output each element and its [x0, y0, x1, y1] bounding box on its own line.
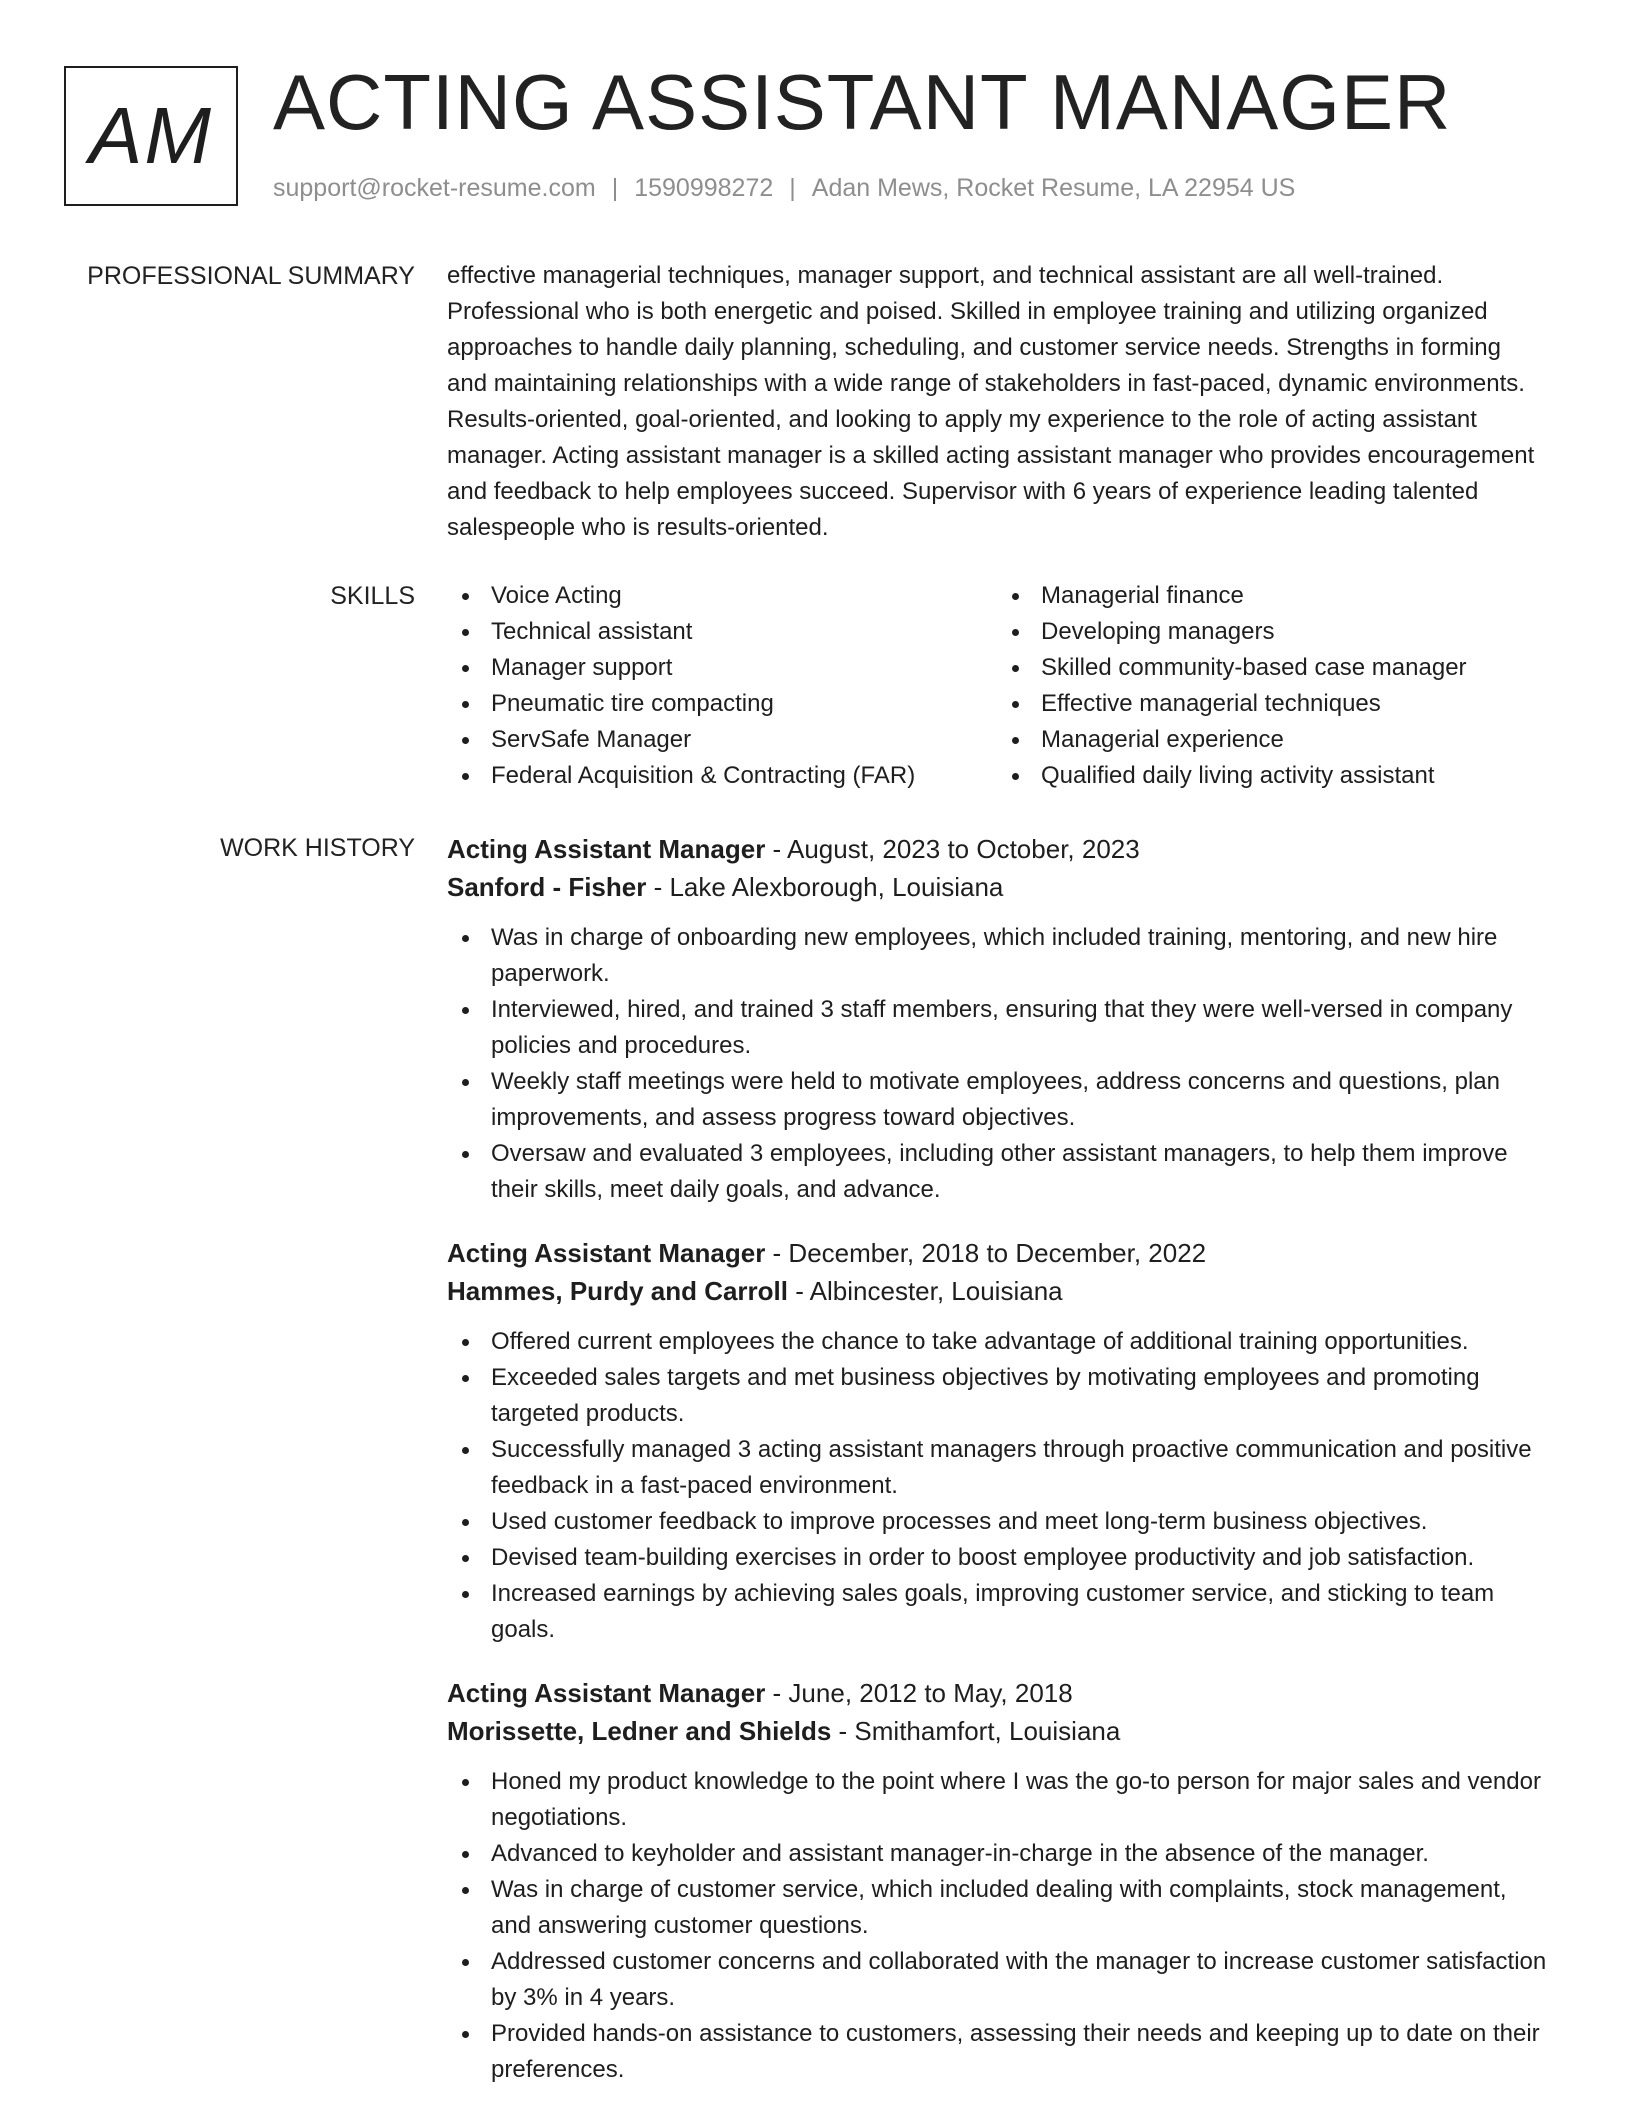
duty-item: Interviewed, hired, and trained 3 staff members, ensuring that they were well-versed in company policies and procedures.	[447, 992, 1547, 1064]
duty-item: Was in charge of customer service, which included dealing with complaints, stock management, and answering customer questions.	[447, 1872, 1547, 1944]
job-dates: - June, 2012 to May, 2018	[765, 1678, 1073, 1708]
job-company: Morissette, Ledner and Shields	[447, 1716, 832, 1746]
skill-item: Voice Acting	[447, 578, 997, 614]
job-dates: - August, 2023 to October, 2023	[765, 834, 1140, 864]
job-location: - Smithamfort, Louisiana	[831, 1716, 1121, 1746]
duty-item: Was in charge of onboarding new employees, which included training, mentoring, and new hire paperwork.	[447, 920, 1547, 992]
contact-separator: |	[789, 174, 796, 202]
skill-item: Qualified daily living activity assistant	[997, 758, 1547, 794]
contact-address: Adan Mews, Rocket Resume, LA 22954 US	[811, 174, 1296, 202]
skills-left-column	[447, 578, 997, 794]
work-body	[447, 830, 1547, 2114]
job-title: Acting Assistant Manager	[447, 834, 766, 864]
job-company-line	[447, 868, 1547, 906]
job-dates: - December, 2018 to December, 2022	[765, 1238, 1207, 1268]
skills-body	[447, 578, 1547, 794]
duty-item: Advanced to keyholder and assistant manager-in-charge in the absence of the manager.	[447, 1836, 1547, 1872]
skill-item: Managerial finance	[997, 578, 1547, 614]
job-duties-list	[447, 1764, 1547, 2088]
job-title: Acting Assistant Manager	[447, 1238, 766, 1268]
duty-item: Successfully managed 3 acting assistant managers through proactive communication and positive feedback in a fast-paced environment.	[447, 1432, 1547, 1504]
contact-phone: 1590998272	[634, 174, 774, 202]
contact-line	[273, 174, 1295, 203]
skills-right-column	[997, 578, 1547, 794]
skill-item: Technical assistant	[447, 614, 997, 650]
duty-item: Offered current employees the chance to take advantage of additional training opportunities.	[447, 1324, 1547, 1360]
skills-label: SKILLS	[330, 582, 415, 610]
skill-item: ServSafe Manager	[447, 722, 997, 758]
duty-item: Used customer feedback to improve processes and meet long-term business objectives.	[447, 1504, 1547, 1540]
monogram-box	[64, 66, 238, 206]
contact-email: support@rocket-resume.com	[273, 174, 596, 202]
summary-text: effective managerial techniques, manager support, and technical assistant are all well-trained. Professional who is both energetic and poised. Skilled in employee training and utilizing organized approaches to handle daily planning, scheduling, and customer service needs. Strengths in forming and maintaining relationships with a wide range of stakeholders in fast-paced, dynamic environments. Results-oriented, goal-oriented, and looking to apply my experience to the role of acting assistant manager. Acting assistant manager is a skilled acting assistant manager who provides encouragement and feedback to help employees succeed. Supervisor with 6 years of experience leading talented salespeople who is results-oriented.	[447, 262, 1535, 541]
work-label: WORK HISTORY	[220, 834, 415, 862]
job-duties-list	[447, 1324, 1547, 1648]
duty-item: Increased earnings by achieving sales goals, improving customer service, and sticking to team goals.	[447, 1576, 1547, 1648]
job-title-line	[447, 1674, 1547, 1712]
job-title-line	[447, 830, 1547, 868]
duty-item: Exceeded sales targets and met business objectives by motivating employees and promoting targeted products.	[447, 1360, 1547, 1432]
job-title-line	[447, 1234, 1547, 1272]
skill-item: Developing managers	[997, 614, 1547, 650]
job-company-line	[447, 1272, 1547, 1310]
skill-item: Manager support	[447, 650, 997, 686]
job-entry	[447, 830, 1547, 1208]
summary-label: PROFESSIONAL SUMMARY	[87, 262, 415, 290]
job-company-line	[447, 1712, 1547, 1750]
job-entry	[447, 1234, 1547, 1648]
skill-item: Skilled community-based case manager	[997, 650, 1547, 686]
job-location: - Lake Alexborough, Louisiana	[646, 872, 1004, 902]
job-title: Acting Assistant Manager	[447, 1678, 766, 1708]
duty-item: Devised team-building exercises in order to boost employee productivity and job satisfaction.	[447, 1540, 1547, 1576]
monogram-initials: AM	[89, 91, 213, 180]
resume-name: ACTING ASSISTANT MANAGER	[273, 58, 1452, 146]
duty-item: Addressed customer concerns and collaborated with the manager to increase customer satisfaction by 3% in 4 years.	[447, 1944, 1547, 2016]
skill-item: Managerial experience	[997, 722, 1547, 758]
skill-item: Federal Acquisition & Contracting (FAR)	[447, 758, 997, 794]
summary-body	[447, 258, 1547, 546]
skill-item: Pneumatic tire compacting	[447, 686, 997, 722]
duty-item: Weekly staff meetings were held to motivate employees, address concerns and questions, plan improvements, and assess progress toward objectives.	[447, 1064, 1547, 1136]
job-company: Sanford - Fisher	[447, 872, 647, 902]
job-location: - Albincester, Louisiana	[788, 1276, 1063, 1306]
job-company: Hammes, Purdy and Carroll	[447, 1276, 788, 1306]
duty-item: Provided hands-on assistance to customers, assessing their needs and keeping up to date on their preferences.	[447, 2016, 1547, 2088]
job-duties-list	[447, 920, 1547, 1208]
duty-item: Honed my product knowledge to the point where I was the go-to person for major sales and vendor negotiations.	[447, 1764, 1547, 1836]
contact-separator: |	[611, 174, 619, 202]
duty-item: Oversaw and evaluated 3 employees, including other assistant managers, to help them improve their skills, meet daily goals, and advance.	[447, 1136, 1547, 1208]
job-entry	[447, 1674, 1547, 2088]
skill-item: Effective managerial techniques	[997, 686, 1547, 722]
